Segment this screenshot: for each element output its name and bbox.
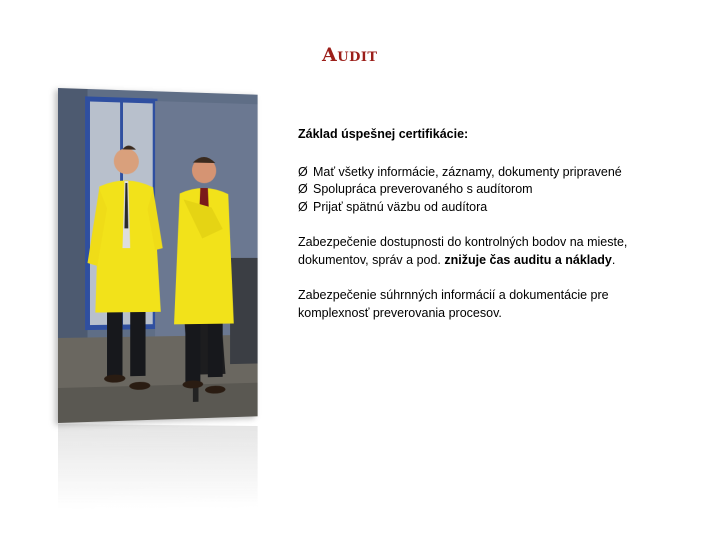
paragraph-summary (298, 287, 698, 322)
content-heading: Základ úspešnej certifikácie: (298, 127, 469, 141)
paragraph-line: Zabezpečenie súhrnných informácií a dokumentácie pre (298, 288, 609, 302)
bullet-arrow-icon: Ø (298, 164, 308, 179)
list-item (298, 181, 698, 199)
slide-title: Audit (322, 44, 378, 66)
bullet-list (298, 164, 698, 217)
list-item (298, 164, 698, 182)
paragraph-emphasis: znižuje čas auditu a náklady (444, 252, 612, 267)
paragraph-availability (298, 234, 698, 269)
content-text (298, 126, 698, 340)
paragraph-end: . (611, 252, 616, 267)
paragraph-line: Zabezpečenie dostupnosti do kontrolných bodov na mieste, (298, 235, 628, 249)
photo-frame (58, 88, 258, 423)
paragraph-line: dokumentov, správ a pod. (298, 252, 445, 267)
paragraph-line: komplexnosť preverovania procesov. (298, 305, 502, 320)
list-item (298, 199, 698, 217)
bullet-arrow-icon: Ø (298, 182, 308, 196)
photo-reflection (58, 424, 258, 524)
bullet-text: Spolupráca preverovaného s audítorom (313, 182, 533, 196)
bullet-text: Mať všetky informácie, záznamy, dokumenty pripravené (313, 164, 622, 179)
bullet-arrow-icon: Ø (298, 199, 308, 214)
bullet-text: Prijať spätnú väzbu od audítora (313, 199, 488, 214)
photo-two-people-icon (58, 88, 258, 423)
